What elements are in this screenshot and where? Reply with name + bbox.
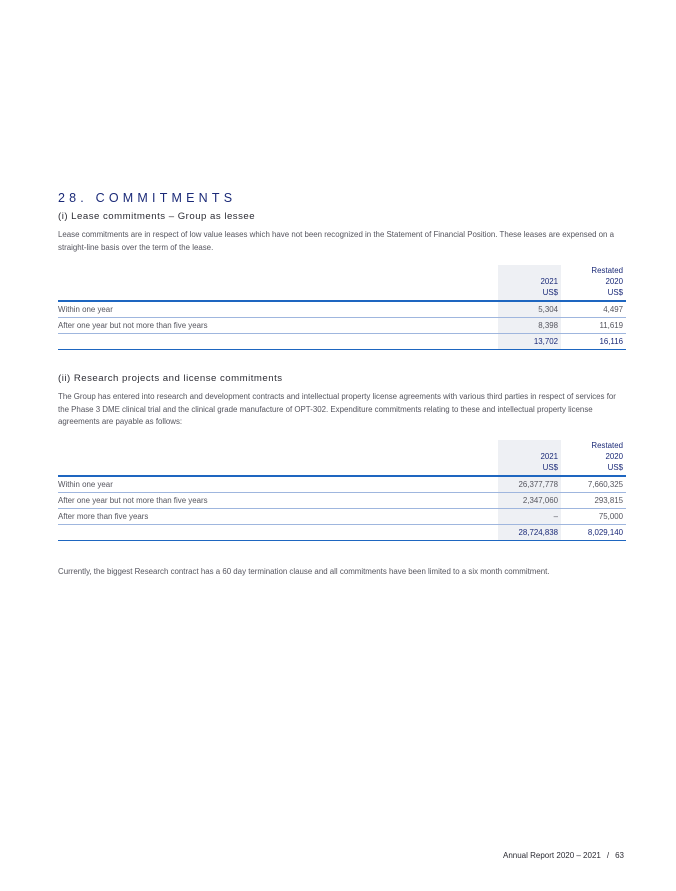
- table-row: [58, 317, 626, 333]
- lease-commitments-table: [58, 265, 626, 350]
- lease-col-2020-unit: US$: [607, 288, 623, 298]
- lease-col-2021: 2021: [498, 276, 561, 287]
- table-row: [58, 492, 626, 508]
- row-value-2020: 75,000: [561, 508, 626, 524]
- research-col-2020: 2020: [605, 452, 623, 462]
- research-col-restated: Restated: [591, 441, 623, 450]
- row-label: After one year but not more than five years: [58, 492, 498, 508]
- research-commitments-table: [58, 440, 626, 541]
- total-value-2021: 28,724,838: [498, 524, 561, 540]
- total-row: [58, 333, 626, 349]
- total-value-2021: 13,702: [498, 333, 561, 349]
- page-number: 63: [615, 851, 624, 860]
- footer-separator: /: [606, 851, 610, 860]
- research-paragraph: The Group has entered into research and development contracts and intellectual property license agreements with various third parties in respect of services for the Phase 3 DME clinical trial and the clinical grade manufacture of OPT-302. Expenditure commitments relating to these and intellectual property license agreements are payable as follows:: [58, 392, 616, 427]
- row-label: After one year but not more than five years: [58, 317, 498, 333]
- section-title: 28. COMMITMENTS: [58, 191, 237, 205]
- row-label: Within one year: [58, 301, 498, 318]
- report-title: Annual Report 2020 – 2021: [503, 851, 601, 860]
- row-label: Within one year: [58, 476, 498, 493]
- row-value-2021: 2,347,060: [498, 492, 561, 508]
- row-label: After more than five years: [58, 508, 498, 524]
- row-value-2021: 5,304: [498, 301, 561, 318]
- research-col-2020-unit: US$: [607, 463, 623, 473]
- row-value-2020: 11,619: [561, 317, 626, 333]
- lease-col-2020: 2020: [605, 277, 623, 287]
- commitment-note: Currently, the biggest Research contract has a 60 day termination clause and all commitments have been limited to a six month commitment.: [58, 567, 550, 576]
- table-row: [58, 476, 626, 493]
- total-value-2020: 16,116: [561, 333, 626, 349]
- row-value-2021: 8,398: [498, 317, 561, 333]
- lease-heading: (i) Lease commitments – Group as lessee: [58, 211, 256, 222]
- row-value-2020: 293,815: [561, 492, 626, 508]
- row-value-2020: 7,660,325: [561, 476, 626, 493]
- lease-col-restated: Restated: [591, 266, 623, 275]
- table-row: [58, 508, 626, 524]
- row-value-2021: 26,377,778: [498, 476, 561, 493]
- lease-col-2021-unit: US$: [498, 287, 561, 300]
- table-row: [58, 301, 626, 318]
- row-value-2021: –: [498, 508, 561, 524]
- row-value-2020: 4,497: [561, 301, 626, 318]
- total-row: [58, 524, 626, 540]
- research-col-2021: 2021: [498, 451, 561, 462]
- lease-paragraph: Lease commitments are in respect of low value leases which have not been recognized in the Statement of Financial Position. These leases are expensed on a straight-line basis over the term of the lease.: [58, 230, 615, 252]
- research-col-2021-unit: US$: [498, 462, 561, 475]
- total-value-2020: 8,029,140: [561, 524, 626, 540]
- research-heading: (ii) Research projects and license commitments: [58, 373, 283, 384]
- page-footer: [503, 851, 624, 860]
